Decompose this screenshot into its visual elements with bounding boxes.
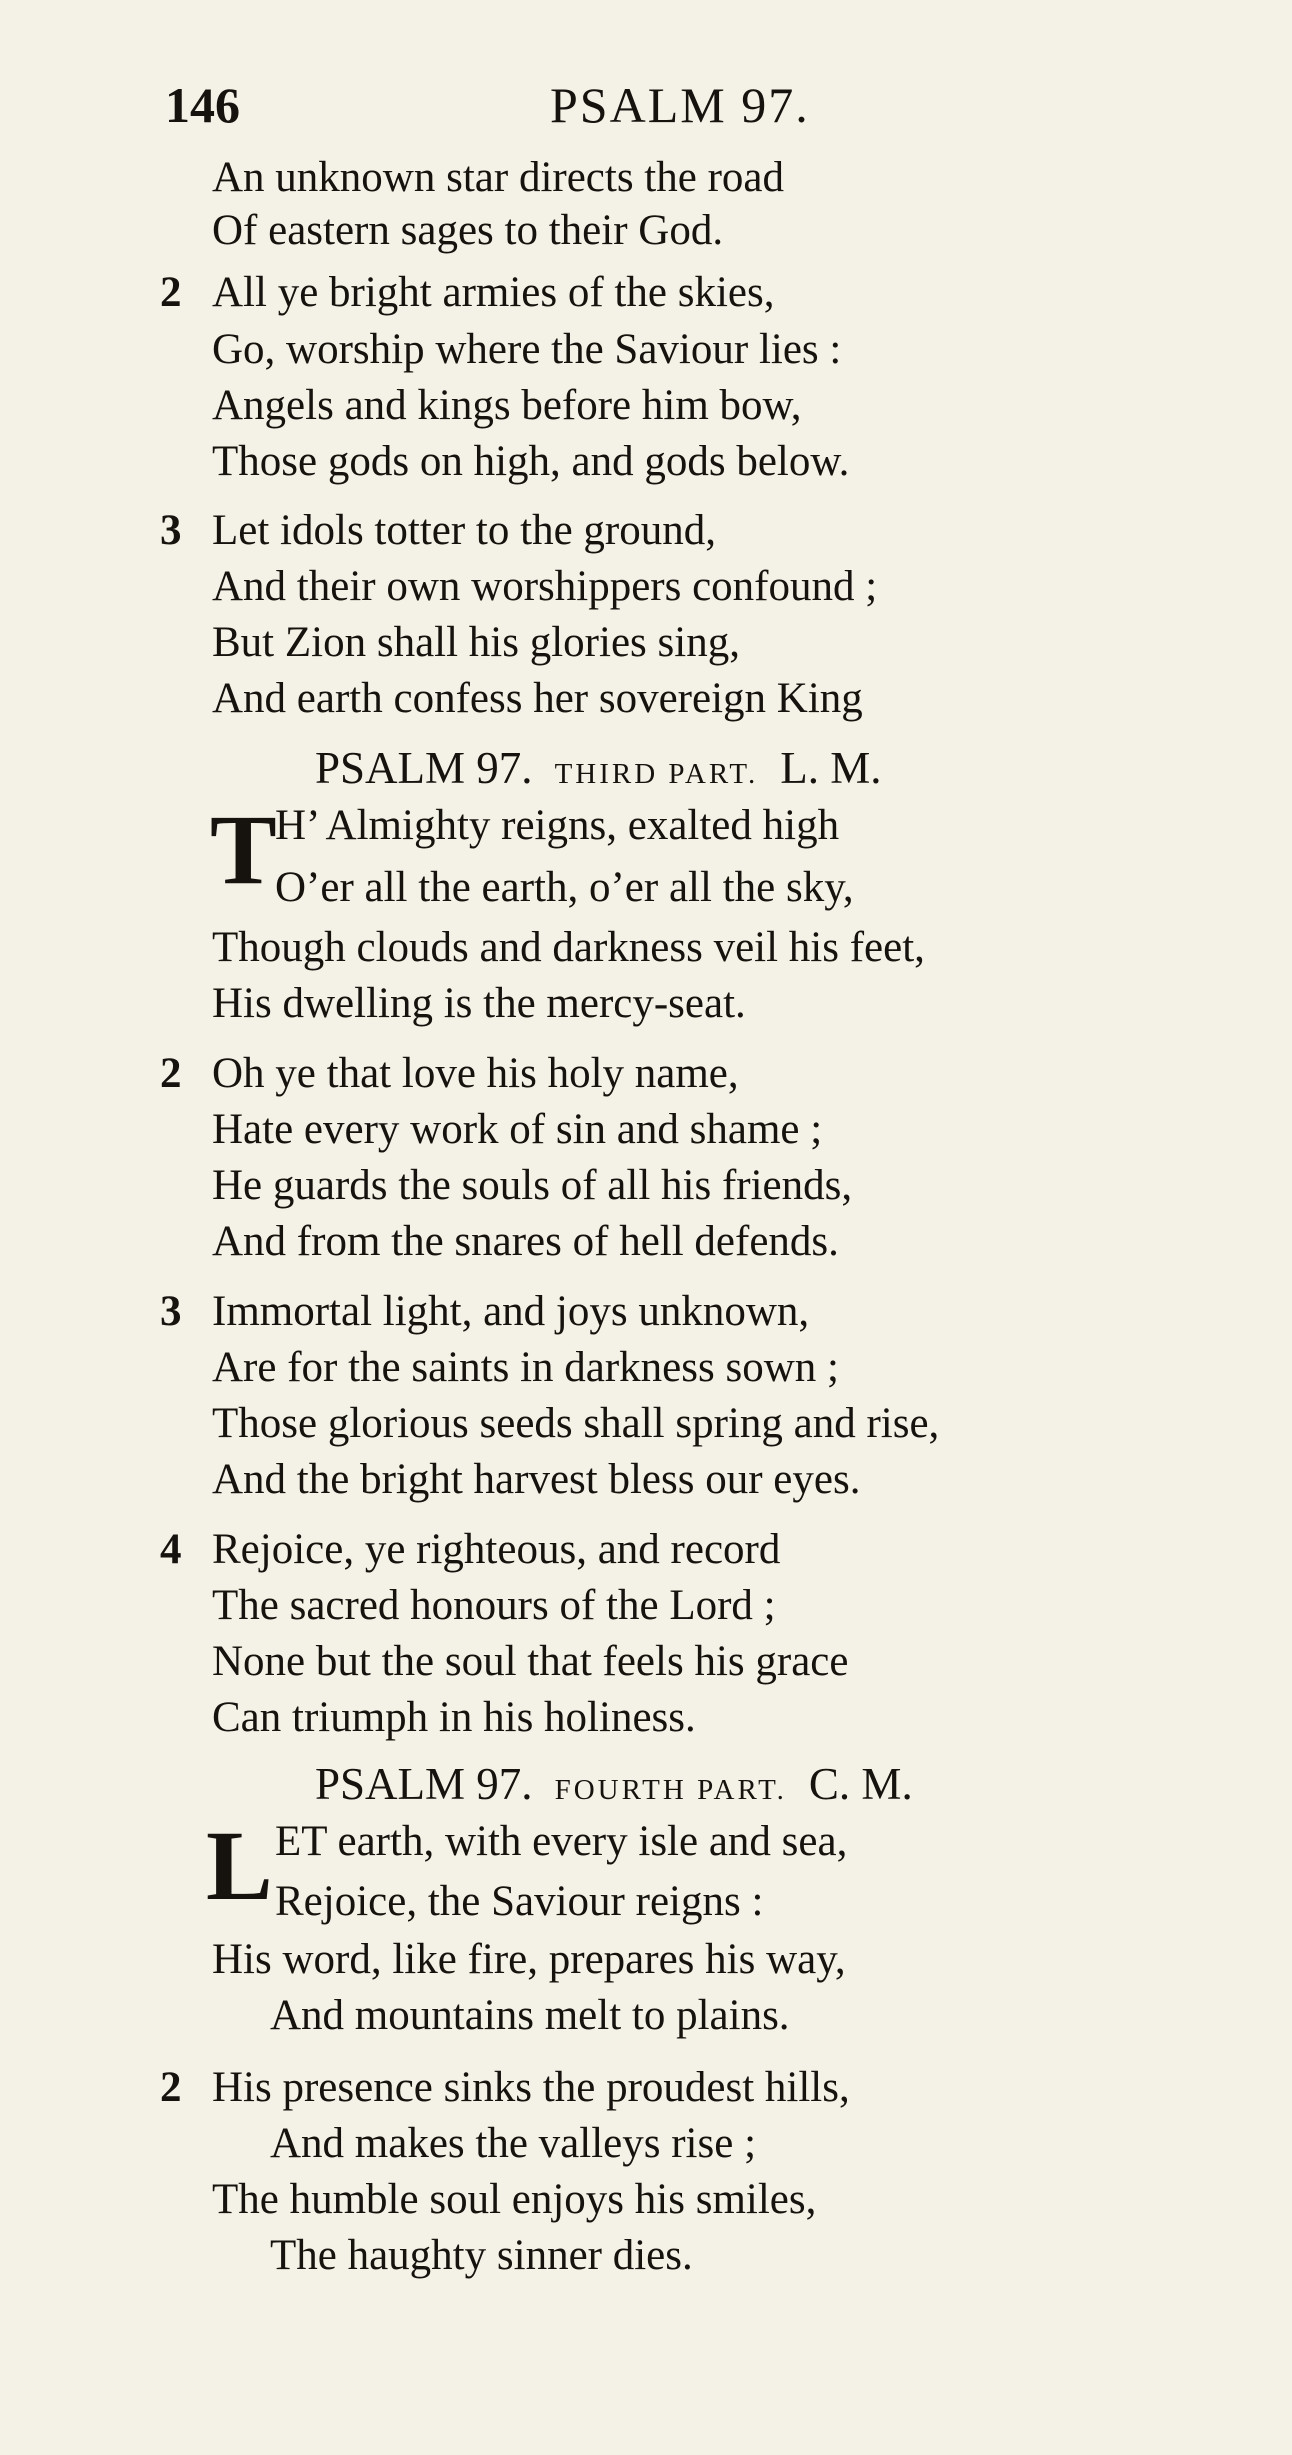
- psalm-heading-third-part: [315, 740, 882, 802]
- verse-line: Though clouds and darkness veil his feet,: [212, 924, 925, 971]
- verse-line: An unknown star directs the road: [212, 154, 784, 201]
- verse-line: Those glorious seeds shall spring and rise,: [212, 1400, 940, 1447]
- verse-line: ET earth, with every isle and sea,: [275, 1818, 848, 1865]
- verse-line: Can triumph in his holiness.: [212, 1694, 696, 1741]
- verse-line: All ye bright armies of the skies,: [212, 269, 775, 316]
- verse-line: And earth confess her sovereign King: [212, 675, 863, 722]
- verse-line: His word, like fire, prepares his way,: [212, 1936, 846, 1983]
- verse-line: And mountains melt to plains.: [270, 1992, 790, 2039]
- verse-line: But Zion shall his glories sing,: [212, 619, 740, 666]
- psalm-heading-fourth-part: [315, 1756, 913, 1818]
- verse-line: Rejoice, ye righteous, and record: [212, 1526, 781, 1573]
- psalm-heading-meter: L. M.: [780, 743, 882, 793]
- verse-line: Let idols totter to the ground,: [212, 507, 716, 554]
- page-header: [165, 70, 1165, 140]
- psalm-heading-meter: C. M.: [808, 1759, 913, 1809]
- verse-line: Rejoice, the Saviour reigns :: [275, 1878, 764, 1925]
- verse-line: And from the snares of hell defends.: [212, 1218, 839, 1265]
- drop-cap: L: [206, 1810, 273, 1921]
- verse-line: Those gods on high, and gods below.: [212, 438, 850, 485]
- psalm-heading-part: FOURTH PART.: [554, 1774, 787, 1806]
- psalm-heading-title: PSALM 97.: [315, 1759, 533, 1809]
- verse-line: And the bright harvest bless our eyes.: [212, 1456, 861, 1503]
- verse-line: Hate every work of sin and shame ;: [212, 1106, 823, 1153]
- verse-line: He guards the souls of all his friends,: [212, 1162, 853, 1209]
- psalm-heading-title: PSALM 97.: [315, 743, 533, 793]
- verse-line: His dwelling is the mercy-seat.: [212, 980, 746, 1027]
- verse-line: Immortal light, and joys unknown,: [212, 1288, 810, 1335]
- psalm-heading-part: THIRD PART.: [554, 758, 759, 790]
- stanza-number: 3: [160, 507, 182, 554]
- verse-line: The haughty sinner dies.: [270, 2232, 693, 2279]
- verse-line: The humble soul enjoys his smiles,: [212, 2176, 817, 2223]
- verse-line: None but the soul that feels his grace: [212, 1638, 849, 1685]
- verse-line: And their own worshippers confound ;: [212, 563, 878, 610]
- verse-line: The sacred honours of the Lord ;: [212, 1582, 776, 1629]
- verse-line: Are for the saints in darkness sown ;: [212, 1344, 839, 1391]
- verse-line: H’ Almighty reigns, exalted high: [275, 802, 840, 849]
- stanza-number: 3: [160, 1288, 182, 1335]
- stanza-number: 2: [160, 269, 182, 316]
- verse-line: Oh ye that love his holy name,: [212, 1050, 739, 1097]
- stanza-number: 4: [160, 1526, 182, 1573]
- verse-line: O’er all the earth, o’er all the sky,: [275, 864, 854, 911]
- verse-line: Go, worship where the Saviour lies :: [212, 326, 842, 373]
- verse-line: His presence sinks the proudest hills,: [212, 2064, 850, 2111]
- drop-cap: T: [210, 794, 277, 905]
- stanza-number: 2: [160, 1050, 182, 1097]
- page-number: 146: [165, 77, 240, 133]
- verse-line: Of eastern sages to their God.: [212, 207, 724, 254]
- running-title: PSALM 97.: [550, 77, 810, 133]
- stanza-number: 2: [160, 2064, 182, 2111]
- verse-line: Angels and kings before him bow,: [212, 382, 802, 429]
- verse-line: And makes the valleys rise ;: [270, 2120, 757, 2167]
